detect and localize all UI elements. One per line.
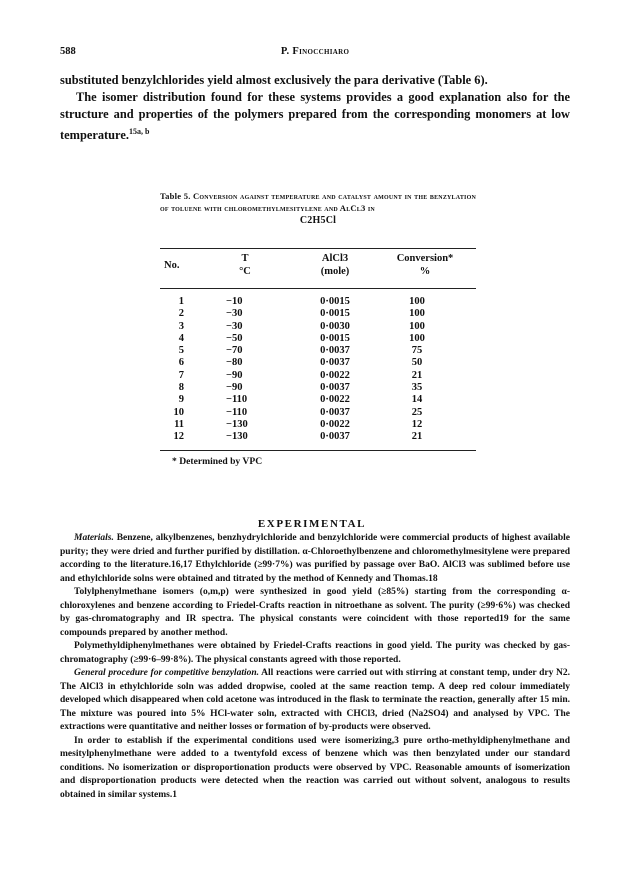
table-row	[160, 321, 476, 333]
cell-conversion: 21	[411, 369, 423, 381]
cell-temperature: −110	[226, 406, 248, 418]
cell-temperature: −90	[226, 369, 243, 381]
table-row	[160, 370, 476, 382]
cell-alcl3: 0·0037	[320, 345, 350, 357]
cell-temperature: −80	[226, 357, 243, 369]
table-row	[160, 357, 476, 369]
table-header-rule	[160, 288, 476, 289]
cell-no: 2	[178, 308, 184, 320]
cell-alcl3: 0·0022	[320, 418, 350, 430]
cell-no: 9	[178, 394, 184, 406]
experimental-paragraph-4	[60, 667, 570, 735]
cell-temperature: −130	[226, 431, 248, 443]
cell-alcl3: 0·0022	[320, 369, 350, 381]
table-body	[160, 296, 476, 444]
cell-alcl3: 0·0030	[320, 320, 350, 332]
intro-paragraph-2-reference: 15a, b	[128, 127, 150, 136]
cell-alcl3: 0·0015	[320, 296, 350, 307]
cell-conversion: 100	[409, 320, 425, 332]
materials-lead: Materials.	[74, 533, 114, 543]
experimental-paragraph-1	[60, 532, 570, 586]
cell-conversion: 35	[411, 382, 423, 394]
cell-conversion: 14	[411, 394, 423, 406]
intro-paragraph-2-text: The isomer distribution found for these systems provides a good explanation also for the structure and properties of the polymers prepared from the corresponding monomers at low temperature.	[60, 90, 570, 143]
cell-conversion: 75	[411, 345, 423, 357]
table-row	[160, 382, 476, 394]
header-alcl3	[300, 252, 370, 278]
cell-alcl3: 0·0022	[320, 394, 350, 406]
cell-conversion: 100	[409, 308, 425, 320]
cell-conversion: 21	[411, 431, 423, 443]
running-head	[60, 46, 570, 60]
intro-text	[60, 72, 570, 144]
header-temperature-label: T	[241, 253, 249, 264]
cell-no: 6	[178, 357, 184, 369]
running-head-author: P. Finocchiaro	[280, 46, 350, 57]
cell-temperature: −110	[226, 394, 248, 406]
cell-conversion: 12	[411, 418, 423, 430]
table-row	[160, 296, 476, 308]
header-conversion-label: Conversion*	[396, 253, 454, 264]
table-caption	[160, 190, 476, 227]
cell-alcl3: 0·0015	[320, 308, 350, 320]
table-row	[160, 419, 476, 431]
header-alcl3-unit: (mole)	[320, 266, 350, 277]
cell-no: 5	[178, 345, 184, 357]
cell-alcl3: 0·0037	[320, 382, 350, 394]
experimental-paragraph-2: Tolylphenylmethane isomers (o,m,p) were synthesized in good yield (≥85%) starting from the corresponding α-chloroxylenes and benzene according to Friedel-Crafts reaction in nitroethane as solvent. The purity (≥99·6%) was checked by gas-chromatography and IR spectra. The physical constants were coincident with those reported19 for the same compounds prepared by another method.	[60, 587, 570, 638]
section-title-experimental: EXPERIMENTAL	[257, 518, 367, 530]
table-bottom-rule	[160, 450, 476, 451]
experimental-paragraph-3: Polymethyldiphenylmethanes were obtained by Friedel-Crafts reactions in good yield. The purity was checked by gas-chromatography (≥99·6–99·8%). The physical constants agreed with those reported.	[60, 641, 570, 665]
table-5	[160, 190, 476, 467]
procedure-lead: General procedure for competitive benzylation.	[74, 668, 260, 678]
experimental-body	[60, 532, 570, 802]
cell-alcl3: 0·0037	[320, 431, 350, 443]
cell-no: 11	[174, 418, 184, 430]
experimental-paragraph-5: In order to establish if the experimental conditions used were isomerizing,3 pure ortho-methyldiphenylmethane and mesitylphenylmethane were added to a twentyfold excess of benzene which was then benzylated under our standard conditions. No isomerization or disproportionation products were observed by VPC. Reasonable amounts of isomerization and disproportionation products were detected when the reaction was carried out without solvent, analogous to results obtained in similar systems.1	[60, 735, 570, 800]
cell-temperature: −90	[226, 382, 243, 394]
cell-temperature: −130	[226, 418, 248, 430]
cell-temperature: −50	[226, 332, 243, 344]
cell-temperature: −30	[226, 308, 243, 320]
header-alcl3-label: AlCl3	[321, 253, 349, 264]
cell-no: 1	[178, 296, 184, 307]
header-conversion	[375, 252, 475, 278]
table-caption-label: Table 5.	[160, 191, 191, 201]
header-conversion-unit: %	[419, 266, 431, 277]
table-footnote: * Determined by VPC	[172, 456, 263, 467]
cell-no: 10	[173, 406, 184, 418]
cell-alcl3: 0·0037	[320, 406, 350, 418]
intro-paragraph-2	[60, 89, 570, 144]
cell-alcl3: 0·0037	[320, 357, 350, 369]
table-row	[160, 308, 476, 320]
page-number: 588	[60, 46, 76, 57]
table-row	[160, 333, 476, 345]
header-temperature-unit: °C	[239, 266, 251, 277]
cell-conversion: 100	[409, 332, 425, 344]
table-header-row	[160, 252, 476, 286]
cell-conversion: 50	[411, 357, 423, 369]
table-row	[160, 394, 476, 406]
cell-temperature: −70	[226, 345, 243, 357]
header-no: No.	[164, 260, 180, 271]
cell-alcl3: 0·0015	[320, 332, 350, 344]
header-temperature	[220, 252, 270, 278]
table-row	[160, 431, 476, 443]
table-caption-solvent: C2H5Cl	[299, 215, 337, 226]
cell-conversion: 100	[409, 296, 425, 307]
cell-conversion: 25	[411, 406, 423, 418]
materials-text: Benzene, alkylbenzenes, benzhydrylchloride and benzylchloride were commercial products of highest available purity; they were dried and further purified by distillation. α-Chloroethylbenzene and chloromethylmesitylene were prepared according to the literature.16,17 Ethylchloride (≥99·7%) was purified by passage over BaO. AlCl3 was sublimed before use and ethylchloride solns were obtained and titrated by the method of Kennedy and Thomas.18	[60, 533, 571, 584]
cell-no: 12	[173, 431, 184, 443]
cell-no: 3	[178, 320, 184, 332]
table-caption-text: Conversion against temperature and catalyst amount in the benzylation of toluene with chloromethylmesitylene and AlCl3 in	[160, 191, 476, 213]
cell-no: 4	[178, 332, 184, 344]
cell-no: 7	[178, 369, 184, 381]
cell-temperature: −30	[226, 320, 243, 332]
intro-paragraph-1: substituted benzylchlorides yield almost exclusively the para derivative (Table 6).	[60, 73, 488, 87]
table-row	[160, 407, 476, 419]
table-row	[160, 345, 476, 357]
table-top-rule	[160, 248, 476, 249]
procedure-text: All reactions were carried out with stirring at constant temp, under dry N2. The AlCl3 in ethylchloride soln was added dropwise, cooled at the same reaction temp. A deep red colour immediately developed which disappeared when cold acetone was introduced in the flask to terminate the reaction, generally after 15 min. The mixture was poured into 5% HCl-water soln, extracted with CHCl3, dried (Na2SO4) and analysed by VPC. The extractions were quantitative and neither losses or formation of by-products were observed.	[60, 668, 571, 732]
cell-temperature: −10	[226, 296, 243, 307]
cell-no: 8	[178, 382, 184, 394]
